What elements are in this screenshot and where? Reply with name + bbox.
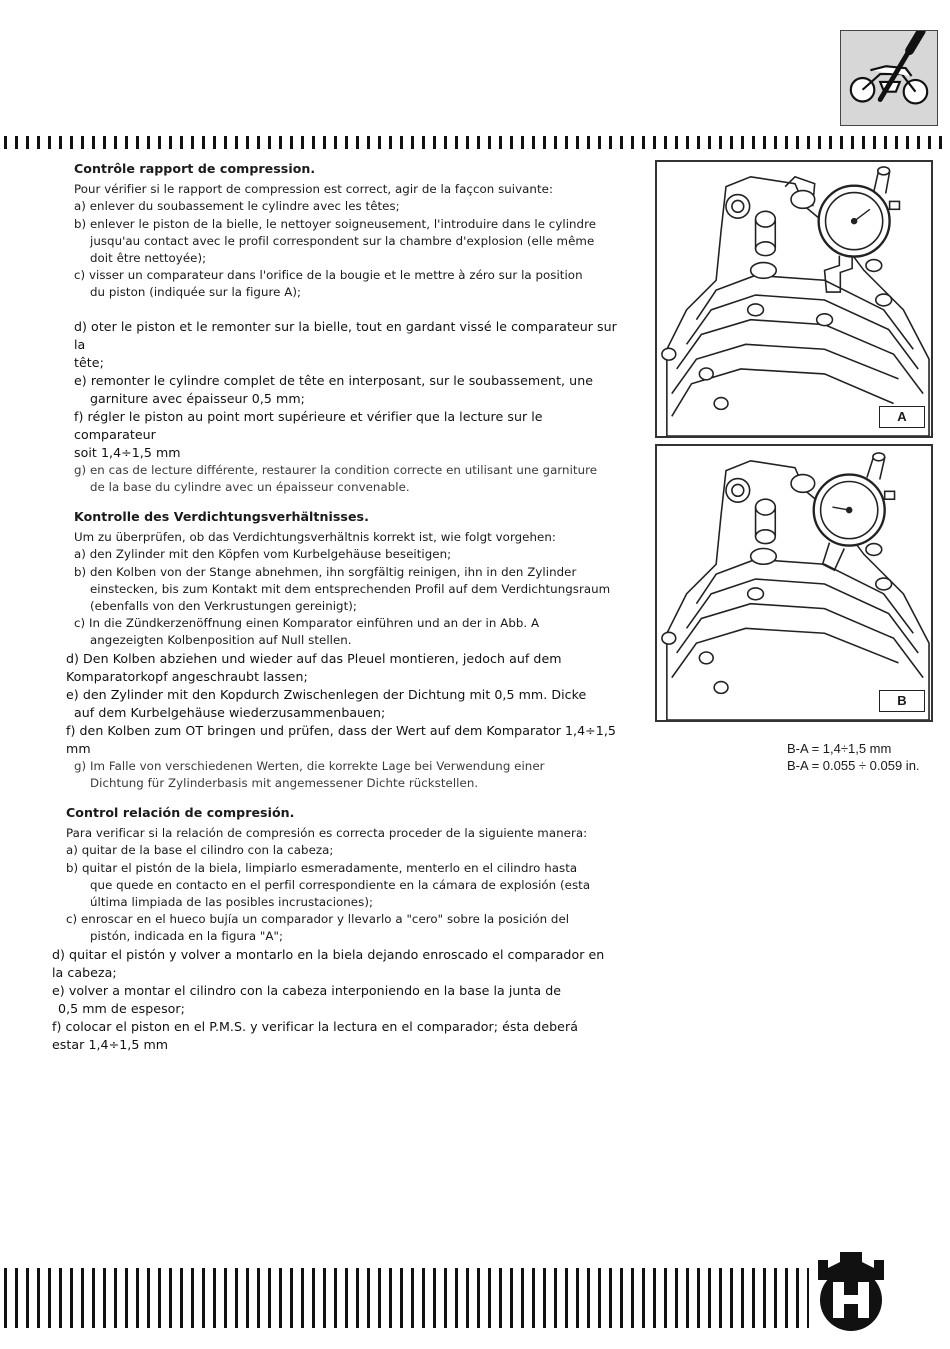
text-line: d) oter le piston et le remonter sur la bielle, tout en gardant vissé le comparateur sur la [74,318,617,352]
text-line: c) visser un comparateur dans l'orifice de la bougie et le mettre à zéro sur la position [74,268,583,283]
top-dashed-rule [4,136,942,149]
formula-imperial: B-A = 0.055 ÷ 0.059 in. [787,758,920,773]
text-line: b) enlever le piston de la bielle, le nettoyer soigneusement, l'introduire dans le cylindre [74,216,597,231]
text-line: e) remonter le cylindre complet de tête en interposant, sur le soubassement, une [74,372,594,388]
bottom-dashed-rule [4,1268,809,1328]
text-line: estar 1,4÷1,5 mm [52,1036,169,1052]
crown-h-logo-icon [812,1250,890,1332]
text-line: Komparatorkopf angeschraubt lassen; [66,668,308,684]
figure-b [655,444,933,722]
text-line: la cabeza; [52,964,117,980]
text-line: f) régler le piston au point mort supérieure et vérifier que la lecture sur le comparateur [74,408,543,442]
text-line: pistón, indicada en la figura "A"; [90,929,283,944]
motorcycle-screwdriver-icon [841,31,937,125]
figure-a [655,160,933,438]
figure-a-label: A [879,406,925,428]
text-line: (ebenfalls von den Verkrustungen gereinigt); [90,599,357,614]
text-line: que quede en contacto en el perfil correspondiente en la cámara de explosión (esta [90,877,591,892]
text-line: doit être nettoyée); [90,251,207,266]
text-line: última limpiada de las posibles incrustaciones); [90,895,373,910]
text-line: de la base du cylindre avec un épaisseur convenable. [90,479,410,494]
cylinder-gauge-illustration [657,162,931,436]
text-line: Um zu überprüfen, ob das Verdichtungsverhältnis korrekt ist, wie folgt vorgehen: [74,530,556,545]
spanish-heading: Control relación de compresión. [66,805,295,821]
spanish-section [52,804,626,1054]
text-line: garniture avec épaisseur 0,5 mm; [90,390,305,406]
german-heading: Kontrolle des Verdichtungsverhältnisses. [74,509,369,525]
german-section [66,508,626,792]
figure-b-label: B [879,690,925,712]
text-line: d) quitar el pistón y volver a montarlo en la biela dejando enroscado el comparador en [52,946,605,962]
french-heading: Contrôle rapport de compression. [74,161,316,176]
text-line: Para verificar si la relación de compresión es correcta proceder de la siguiente manera: [66,826,588,841]
text-line: auf dem Kurbelgehäuse wiederzusammenbauen; [74,704,386,720]
text-line: g) en cas de lecture différente, restaurer la condition correcte en utilisant une garniture [74,462,598,477]
text-line: soit 1,4÷1,5 mm [74,444,181,460]
text-line: Dichtung für Zylinderbasis mit angemessener Dichte rückstellen. [90,775,479,790]
text-line: g) Im Falle von verschiedenen Werten, die korrekte Lage bei Verwendung einer [74,758,545,773]
text-line: Pour vérifier si le rapport de compression est correct, agir de la façcon suivante: [74,182,553,197]
text-line: 0,5 mm de espesor; [58,1000,185,1016]
text-line: tête; [74,354,104,370]
text-line: einstecken, bis zum Kontakt mit dem entsprechenden Profil auf dem Verdichtungsraum [90,581,611,596]
text-line: e) volver a montar el cilindro con la cabeza interponiendo en la base la junta de [52,982,562,998]
text-line: b) quitar el pistón de la biela, limpiarlo esmeradamente, menterlo en el cilindro hasta [66,860,578,875]
text-line: a) enlever du soubassement le cylindre avec les têtes; [74,199,400,214]
text-line: d) Den Kolben abziehen und wieder auf das Pleuel montieren, jedoch auf dem [66,650,562,666]
text-line: e) den Zylinder mit den Kopdurch Zwischenlegen der Dichtung mit 0,5 mm. Dicke [66,686,587,702]
text-line: f) den Kolben zum OT bringen und prüfen, dass der Wert auf dem Komparator 1,4÷1,5 [66,722,616,738]
text-line: mm [66,740,91,756]
text-line: c) In die Zündkerzenöffnung einen Komparator einführen und an der in Abb. A [74,616,540,631]
cylinder-gauge-illustration [657,446,931,720]
text-line: du piston (indiquée sur la figure A); [90,285,302,300]
text-line: a) den Zylinder mit den Köpfen vom Kurbelgehäuse beseitigen; [74,547,452,562]
formula-metric: B-A = 1,4÷1,5 mm [787,741,892,756]
husqvarna-logo [812,1250,890,1332]
text-line: a) quitar de la base el cilindro con la cabeza; [66,843,334,858]
text-line: c) enroscar en el hueco bujía un comparador y llevarlo a "cero" sobre la posición del [66,912,570,927]
french-section [66,160,626,496]
motorcycle-service-icon [840,30,938,126]
formula-block [787,740,920,774]
text-line: angezeigten Kolbenposition auf Null stellen. [90,633,352,648]
text-line: jusqu'au contact avec le profil correspondent sur la chambre d'explosion (elle même [90,233,595,248]
text-line: b) den Kolben von der Stange abnehmen, ihn sorgfältig reinigen, ihn in den Zylinder [74,564,577,579]
text-line: f) colocar el piston en el P.M.S. y verificar la lectura en el comparador; ésta deberá [52,1018,578,1034]
instruction-text [52,160,626,1066]
